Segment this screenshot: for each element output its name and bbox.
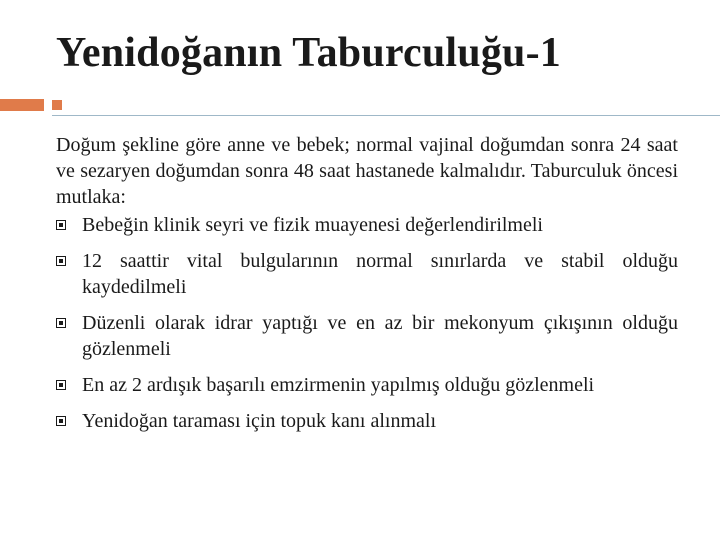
square-bullet-icon	[56, 256, 66, 266]
intro-paragraph: Doğum şekline göre anne ve bebek; normal vajinal doğumdan sonra 24 saat ve sezaryen doğumdan sonra 48 saat hastanede kalmalıdır. Taburculuk öncesi mutlaka:	[56, 134, 678, 208]
accent-square	[52, 100, 62, 110]
slide-body	[56, 132, 678, 444]
bullet-item	[56, 212, 678, 238]
bullet-text: En az 2 ardışık başarılı emzirmenin yapılmış olduğu gözlenmeli	[82, 374, 595, 396]
bullet-item	[56, 310, 678, 362]
bullet-list	[56, 212, 678, 434]
title-divider	[52, 115, 720, 116]
slide-title: Yenidoğanın Taburculuğu-1	[56, 30, 561, 76]
bullet-item	[56, 372, 678, 398]
bullet-item	[56, 408, 678, 434]
square-bullet-icon	[56, 318, 66, 328]
square-bullet-icon	[56, 380, 66, 390]
bullet-text: Düzenli olarak idrar yaptığı ve en az bir mekonyum çıkışının olduğu gözlenmeli	[82, 312, 678, 360]
square-bullet-icon	[56, 416, 66, 426]
bullet-text: 12 saattir vital bulgularının normal sınırlarda ve stabil olduğu kaydedilmeli	[82, 250, 678, 298]
accent-bar	[0, 99, 44, 111]
bullet-text: Yenidoğan taraması için topuk kanı alınmalı	[82, 410, 437, 432]
square-bullet-icon	[56, 220, 66, 230]
bullet-item	[56, 248, 678, 300]
bullet-text: Bebeğin klinik seyri ve fizik muayenesi değerlendirilmeli	[82, 214, 543, 236]
